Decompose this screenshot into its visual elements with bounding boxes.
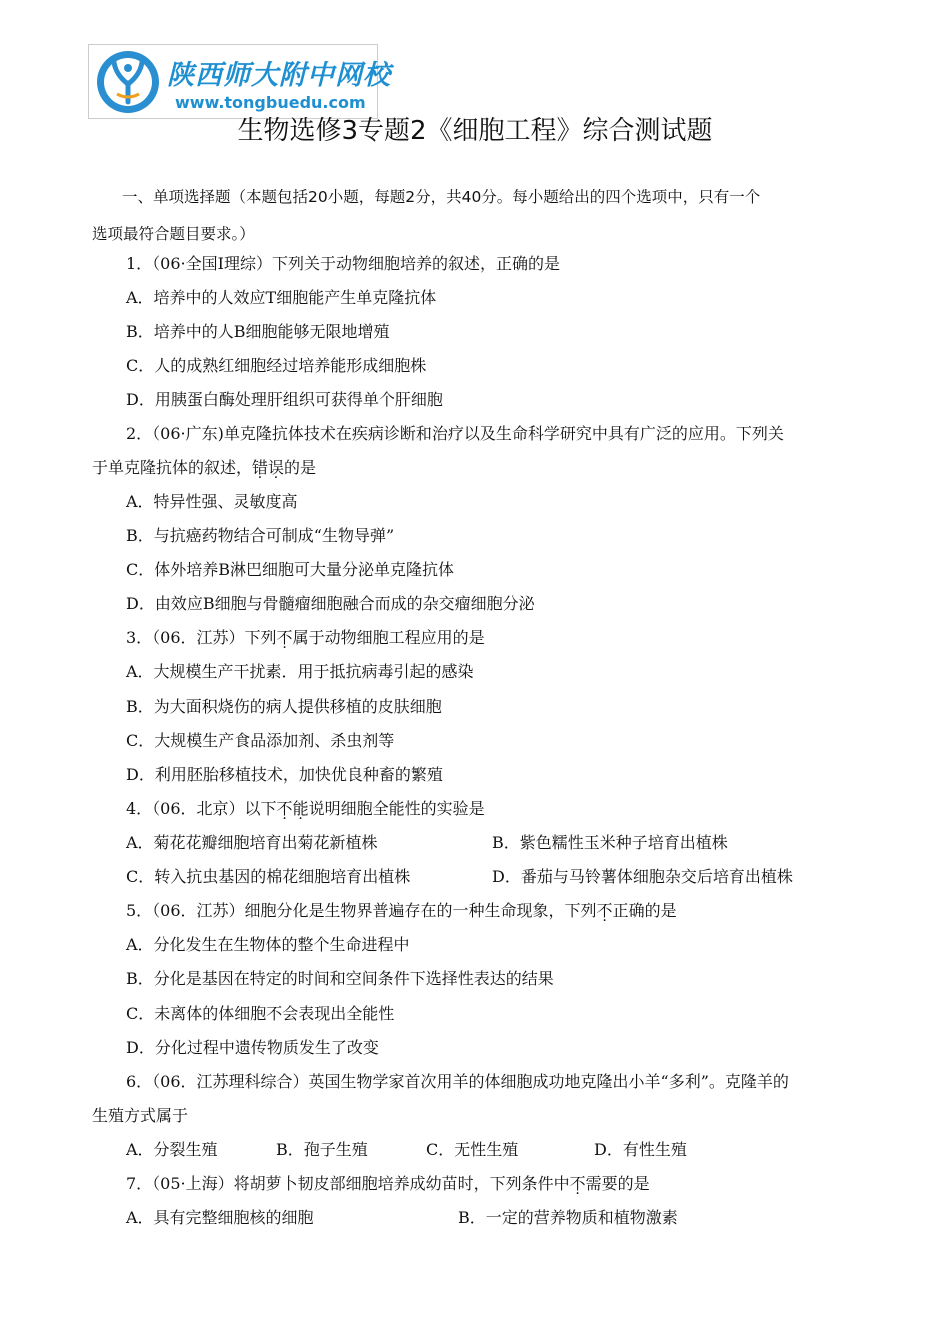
emphasis-mark: 错 (252, 458, 269, 477)
emphasis-mark: 不 (276, 799, 293, 818)
question-2-option-a: A．特异性强、灵敏度高 (126, 492, 298, 511)
question-5-option-a: A．分化发生在生物体的整个生命进程中 (126, 935, 410, 954)
section-heading-line2: 选项最符合题目要求。） (92, 225, 255, 243)
question-4-option-b: B．紫色糯性玉米种子培育出植株 (492, 833, 728, 852)
question-4-option-d: D．番茄与马铃薯体细胞杂交后培育出植株 (492, 867, 793, 886)
section-heading-line1: 一、单项选择题（本题包括20小题，每题2分，共40分。每小题给出的四个选项中，只有一个 (122, 188, 761, 206)
emphasis-mark: 能 (292, 799, 309, 818)
emphasis-mark: 不 (276, 628, 293, 647)
question-7-option-b: B．一定的营养物质和植物激素 (458, 1208, 678, 1227)
question-5-option-b: B．分化是基因在特定的时间和空间条件下选择性表达的结果 (126, 969, 554, 988)
question-2-option-b: B．与抗癌药物结合可制成“生物导弹” (126, 526, 395, 545)
question-2-stem-line1: 2．（06·广东)单克隆抗体技术在疾病诊断和治疗以及生命科学研究中具有广泛的应用。下列关 (126, 424, 784, 443)
question-7-stem: 7．（05·上海）将胡萝卜韧皮部细胞培养成幼苗时，下列条件中不需要的是 (126, 1174, 650, 1193)
question-6-option-c: C．无性生殖 (426, 1140, 519, 1159)
question-4-option-c: C．转入抗虫基因的棉花细胞培育出植株 (126, 867, 411, 886)
question-4-option-a: A．菊花花瓣细胞培育出菊花新植株 (126, 833, 378, 852)
school-name-text: 陕西师大附中网校 (167, 60, 391, 91)
question-4-stem: 4．（06．北京）以下不能说明细胞全能性的实验是 (126, 799, 485, 818)
question-1-option-d: D．用胰蛋白酶处理肝组织可获得单个肝细胞 (126, 390, 443, 409)
question-5-stem: 5．（06．江苏）细胞分化是生物界普遍存在的一种生命现象，下列不正确的是 (126, 901, 677, 920)
question-3-option-d: D．利用胚胎移植技术，加快优良种畜的繁殖 (126, 765, 443, 784)
question-3-option-a: A．大规模生产干扰素．用于抵抗病毒引起的感染 (126, 662, 474, 681)
school-emblem-icon (93, 48, 163, 116)
question-3-option-b: B．为大面积烧伤的病人提供移植的皮肤细胞 (126, 697, 442, 716)
question-1-option-c: C．人的成熟红细胞经过培养能形成细胞株 (126, 356, 427, 375)
question-7-option-a: A．具有完整细胞核的细胞 (126, 1208, 314, 1227)
question-6-stem-line1: 6．（06．江苏理科综合）英国生物学家首次用羊的体细胞成功地克隆出小羊“多利”。克隆羊的 (126, 1072, 789, 1091)
question-1-option-a: A．培养中的人效应T细胞能产生单克隆抗体 (126, 288, 437, 307)
question-2-stem-line2: 于单克隆抗体的叙述，错误的是 (92, 458, 317, 477)
question-2-option-d: D．由效应B细胞与骨髓瘤细胞融合而成的杂交瘤细胞分泌 (126, 594, 535, 613)
school-url-text: www.tongbuedu.com (175, 93, 366, 112)
question-1-option-b: B．培养中的人B细胞能够无限地增殖 (126, 322, 390, 341)
question-6-option-a: A．分裂生殖 (126, 1140, 218, 1159)
question-1-stem: 1．（06·全国Ⅰ理综）下列关于动物细胞培养的叙述，正确的是 (126, 254, 560, 273)
emphasis-mark: 不 (569, 1174, 586, 1193)
question-3-option-c: C．大规模生产食品添加剂、杀虫剂等 (126, 731, 395, 750)
emphasis-mark: 不 (596, 901, 613, 920)
emphasis-mark: 误 (268, 458, 285, 477)
question-2-option-c: C．体外培养B淋巴细胞可大量分泌单克隆抗体 (126, 560, 455, 579)
question-6-option-d: D．有性生殖 (594, 1140, 687, 1159)
question-5-option-c: C．未离体的体细胞不会表现出全能性 (126, 1004, 395, 1023)
school-logo (88, 44, 391, 119)
question-3-stem: 3．（06．江苏）下列不属于动物细胞工程应用的是 (126, 628, 485, 647)
question-5-option-d: D．分化过程中遗传物质发生了改变 (126, 1038, 379, 1057)
question-6-option-b: B．孢子生殖 (276, 1140, 368, 1159)
page-title: 生物选修3专题2《细胞工程》综合测试题 (237, 116, 713, 146)
question-6-stem-line2: 生殖方式属于 (92, 1106, 189, 1125)
